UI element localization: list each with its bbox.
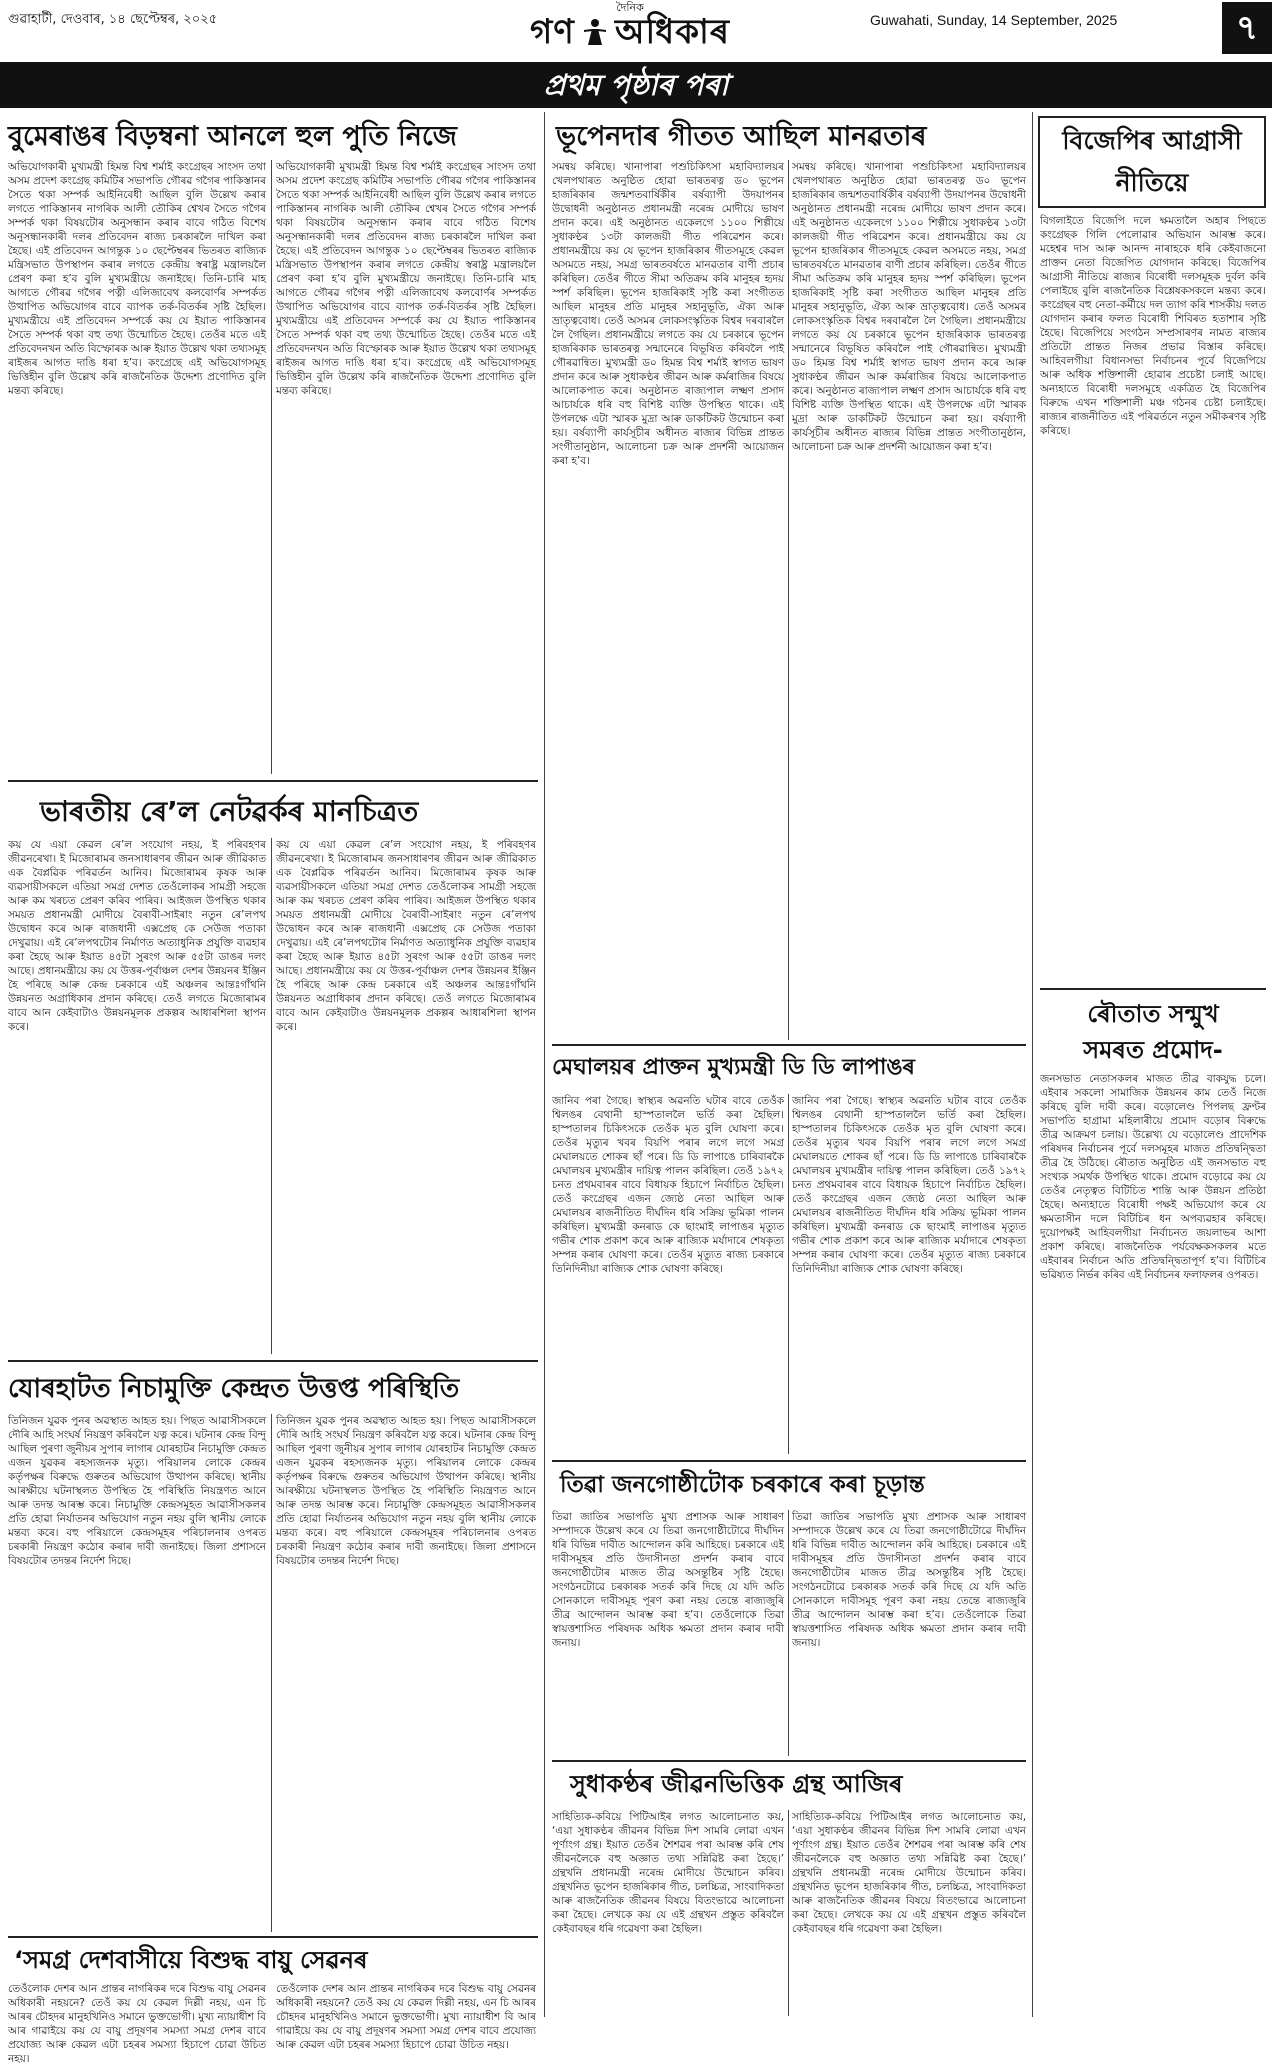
article-bjp-aggressive: বিগলাইতে বিজেপি দলে ক্ষমতালৈ অহাৰ পিছতে কংগ্ৰেছক গিলি পেলোৱাৰ অভিযান আৰম্ভ কৰে। মহেশ্বৰ দাস আৰু আনন্দ নাৰাহকে ধৰি কেইবাজনো প্ৰাক্তন নেতা বিজেপিত যোগদান কৰিছে। বিজেপিৰ আগ্ৰাসী নীতিয়ে ৰাজ্যৰ বিৰোধী দলসমূহক দুৰ্বল কৰি পেলাইছে বুলি ৰাজনৈতিক বিশ্লেষকসকলে মন্তব্য কৰে। কংগ্ৰেছৰ বহু নেতা-কৰ্মীয়ে দল ত্যাগ কৰি শাসকীয় দলত যোগদান কৰাৰ ফলত বিৰোধী শিবিৰত হতাশাৰ সৃষ্টি হৈছে। বিজেপিয়ে সংগঠন সম্প্ৰসাৰণৰ নামত ৰাজ্যৰ প্ৰতিটো প্ৰান্তত নিজৰ প্ৰভাৱ বিস্তাৰ কৰিছে। আহিবলগীয়া বিধানসভা নিৰ্বাচনৰ পূৰ্বে বিজেপিয়ে আৰু অধিক শক্তিশালী হোৱাৰ প্ৰচেষ্টা চলাই আছে। অন্যহাতে বিৰোধী দলসমূহে একত্ৰিত হৈ বিজেপিৰ বিৰুদ্ধে এখন শক্তিশালী মঞ্চ গঠনৰ চেষ্টা চলাইছে। ৰাজ্যৰ ৰাজনীতিত এই পৰিৱৰ্তনে নতুন সমীকৰণৰ সৃষ্টি কৰিছে। bbox=[1040, 215, 1266, 437]
article-separator bbox=[1040, 988, 1266, 990]
article-lapang-col2: জানিব পৰা গৈছে। স্বাস্থ্যৰ অৱনতি ঘটাৰ বাবে তেওঁক শ্বিলঙৰ বেথানী হাস্পতাললৈ ভৰ্তি কৰা হৈছিল। হাস্পতালৰ চিকিৎসকে তেওঁক মৃত বুলি ঘোষণা কৰে। তেওঁৰ মৃত্যুৰ খবৰ বিয়পি পৰাৰ লগে লগে সমগ্ৰ মেঘালয়তে শোকৰ ছাঁ পৰে। ডি ডি লাপাঙে চাৰিবাৰকৈ মেঘালয়ৰ মুখ্যমন্ত্ৰীৰ দায়িত্ব পালন কৰিছিল। তেওঁ ১৯৭২ চনত প্ৰথমবাৰৰ বাবে বিধায়ক হিচাপে নিৰ্বাচিত হৈছিল। তেওঁ কংগ্ৰেছৰ এজন জ্যেষ্ঠ নেতা আছিল আৰু মেঘালয়ৰ ৰাজনীতিত দীৰ্ঘদিন ধৰি সক্ৰিয় ভূমিকা পালন কৰিছিল। মুখ্যমন্ত্ৰী কনৰাড কে ছাংমাই লাপাঙৰ মৃত্যুত গভীৰ শোক প্ৰকাশ কৰে আৰু ৰাজ্যিক মৰ্যাদাৰে শেষকৃত্য সম্পন্ন কৰাৰ ঘোষণা কৰে। তেওঁৰ মৃত্যুত ৰাজ্য চৰকাৰে তিনিদিনীয়া ৰাজ্যিক শোক ঘোষণা কৰিছে। bbox=[792, 1095, 1026, 1275]
section-divider bbox=[544, 112, 545, 2017]
article-bhupen-songs-col2: সমন্বয় কৰিছে। খানাপাৰা পশুচিকিৎসা মহাবিদ্যালয়ৰ খেলপথাৰত অনুষ্ঠিত হোৱা ভাৰতৰত্ন ড০ ভূপেন হাজৰিকাৰ জন্মশতবাৰ্ষিকীৰ বৰ্ষব্যাপী উদযাপনৰ উদ্বোধনী অনুষ্ঠানত প্ৰধানমন্ত্ৰী নৰেন্দ্ৰ মোদীয়ে ভাষণ প্ৰদান কৰে। এই অনুষ্ঠানত একেলগে ১১০০ শিল্পীয়ে সুধাকণ্ঠৰ ১৩টা কালজয়ী গীত পৰিৱেশন কৰে। প্ৰধানমন্ত্ৰীয়ে কয় যে ভূপেন হাজৰিকাৰ গীতসমূহে কেৱল অসমতে নহয়, সমগ্ৰ ভাৰতবৰ্ষতে মানৱতাৰ বাণী প্ৰচাৰ কৰিছিল। তেওঁৰ গীতে সীমা অতিক্ৰম কৰি মানুহৰ হৃদয় স্পৰ্শ কৰিছিল। ভূপেন হাজৰিকাই সৃষ্টি কৰা সংগীতত আছিল মানুহৰ প্ৰতি মানুহৰ সহানুভূতি, ঐক্য আৰু ভ্ৰাতৃত্ববোধ। তেওঁ অসমৰ লোকসংস্কৃতিক বিশ্বৰ দৰবাৰলৈ লৈ গৈছিল। প্ৰধানমন্ত্ৰীয়ে লগতে কয় যে চৰকাৰে ভূপেন হাজৰিকাক ভাৰতৰত্ন সন্মানেৰে বিভূষিত কৰিবলৈ পাই গৌৰৱান্বিত। মুখ্যমন্ত্ৰী ড০ হিমন্ত বিশ্ব শৰ্মাই স্বাগত ভাষণ প্ৰদান কৰে আৰু সুধাকণ্ঠৰ জীৱন আৰু কৰ্মৰাজিৰ বিষয়ে আলোকপাত কৰে। অনুষ্ঠানত ৰাজ্যপাল লক্ষ্মণ প্ৰসাদ আচাৰ্যকে ধৰি বহু বিশিষ্ট ব্যক্তি উপস্থিত থাকে। এই উপলক্ষে এটা স্মাৰক মুদ্ৰা আৰু ডাকটিকট উন্মোচন কৰা হয়। বৰ্ষব্যাপী কাৰ্যসূচীৰ অধীনত ৰাজ্যৰ বিভিন্ন প্ৰান্তত সংগীতানুষ্ঠান, আলোচনা চক্ৰ আৰু প্ৰদৰ্শনী আয়োজন কৰা হ’ব। bbox=[792, 161, 1026, 453]
article-boomerang-col1: অভিযোগকাৰী মুখ্যমন্ত্ৰী হিমন্ত বিশ্ব শৰ্মাই কংগ্ৰেছৰ সাংসদ তথা অসম প্ৰদেশ কংগ্ৰেছ কমিটিৰ সভাপতি গৌৰৱ গগৈৰ পাকিস্তানৰ সৈতে থকা সম্পৰ্ক আইনিবেধী আছিল বুলি উল্লেখ কৰাৰ লগতে পাকিস্তানৰ নাগৰিক আলী তৌকিৰ শ্বেখৰ সৈতে গগৈৰ সম্পৰ্ক থকা বিষয়টোৰ অনুসন্ধান কৰাৰ বাবে গঠিত বিশেষ অনুসন্ধানকাৰী দলৰ প্ৰতিবেদন ৰাজ্য চৰকাৰলৈ দাখিল কৰা হৈছে। এই প্ৰতিবেদন আগন্তুক ১০ ছেপ্টেম্বৰৰ ভিতৰত ৰাজ্যিক মন্ত্ৰিসভাত উপস্থাপন কৰাৰ লগতে কেন্দ্ৰীয় স্বৰাষ্ট্ৰ মন্ত্ৰালয়লৈ প্ৰেৰণ কৰা হ’ব বুলি মুখ্যমন্ত্ৰীয়ে জনাইছে। তিনি-চাৰি মাহ আগতে গৌৰৱ গগৈৰ পত্নী এলিজাবেথ কলবোৰ্ণৰ সম্পৰ্কত উত্থাপিত অভিযোগৰ বাবে ব্যাপক তৰ্ক-বিতৰ্কৰ সৃষ্টি হৈছিল। মুখ্যমন্ত্ৰীয়ে এই প্ৰতিবেদন সম্পৰ্কে কয় যে ইয়াত পাকিস্তানৰ সৈতে সম্পৰ্ক থকা বহু তথ্য উন্মোচিত হৈছে। তেওঁৰ মতে এই প্ৰতিবেদনখন অতি বিস্ফোৰক আৰু ইয়াত উল্লেখ থকা তথ্যসমূহ ৰাইজৰ আগত দাঙি ধৰা হ’ব। কংগ্ৰেছে এই অভিযোগসমূহ ভিত্তিহীন বুলি উল্লেখ কৰি ৰাজনৈতিক উদ্দেশ্য প্ৰণোদিত বুলি মন্তব্য কৰিছে। bbox=[8, 161, 266, 397]
headline-lapang[interactable]: মেঘালয়ৰ প্ৰাক্তন মুখ্যমন্ত্ৰী ডি ডি লাপাঙৰ bbox=[552, 1055, 915, 1080]
column-divider bbox=[271, 1414, 272, 1932]
article-lapang-col1: জানিব পৰা গৈছে। স্বাস্থ্যৰ অৱনতি ঘটাৰ বাবে তেওঁক শ্বিলঙৰ বেথানী হাস্পতাললৈ ভৰ্তি কৰা হৈছিল। হাস্পতালৰ চিকিৎসকে তেওঁক মৃত বুলি ঘোষণা কৰে। তেওঁৰ মৃত্যুৰ খবৰ বিয়পি পৰাৰ লগে লগে সমগ্ৰ মেঘালয়তে শোকৰ ছাঁ পৰে। ডি ডি লাপাঙে চাৰিবাৰকৈ মেঘালয়ৰ মুখ্যমন্ত্ৰীৰ দায়িত্ব পালন কৰিছিল। তেওঁ ১৯৭২ চনত প্ৰথমবাৰৰ বাবে বিধায়ক হিচাপে নিৰ্বাচিত হৈছিল। তেওঁ কংগ্ৰেছৰ এজন জ্যেষ্ঠ নেতা আছিল আৰু মেঘালয়ৰ ৰাজনীতিত দীৰ্ঘদিন ধৰি সক্ৰিয় ভূমিকা পালন কৰিছিল। মুখ্যমন্ত্ৰী কনৰাড কে ছাংমাই লাপাঙৰ মৃত্যুত গভীৰ শোক প্ৰকাশ কৰে আৰু ৰাজ্যিক মৰ্যাদাৰে শেষকৃত্য সম্পন্ন কৰাৰ ঘোষণা কৰে। তেওঁৰ মৃত্যুত ৰাজ্য চৰকাৰে তিনিদিনীয়া ৰাজ্যিক শোক ঘোষণা কৰিছে। bbox=[552, 1095, 784, 1275]
article-separator bbox=[8, 1936, 538, 1938]
article-tiwa-col1: তিৱা জাতিৰ সভাপতি মুখ্য প্ৰশাসক আৰু সাধাৰণ সম্পাদকে উল্লেখ কৰে যে তিৱা জনগোষ্ঠীটোৱে দীৰ্ঘদিন ধৰি বিভিন্ন দাবীত আন্দোলন কৰি আহিছে। চৰকাৰে এই দাবীসমূহৰ প্ৰতি উদাসীনতা প্ৰদৰ্শন কৰাৰ বাবে জনগোষ্ঠীটোৰ মাজত তীব্ৰ অসন্তুষ্টিৰ সৃষ্টি হৈছে। সংগঠনটোৱে চৰকাৰক সতৰ্ক কৰি দিছে যে যদি অতি সোনকালে দাবীসমূহ পূৰণ কৰা নহয় তেন্তে ৰাজ্যজুৰি তীব্ৰ আন্দোলন আৰম্ভ কৰা হ’ব। তেওঁলোকে তিৱা স্বায়ত্তশাসিত পৰিষদক অধিক ক্ষমতা প্ৰদান কৰাৰ দাবী জনায়। bbox=[552, 1511, 784, 1649]
headline-rail-network[interactable]: ভাৰতীয় ৰে’ল নেটৱৰ্কৰ মানচিত্ৰত bbox=[40, 795, 419, 828]
article-sudhakantha-book-col2: সাহিত্যিক-কবিয়ে পিটিআইৰ লগত আলোচনাত কয়, ‘এয়া সুধাকণ্ঠৰ জীৱনৰ বিভিন্ন দিশ সামৰি লোৱা এখন পূৰ্ণাংগ গ্ৰন্থ। ইয়াত তেওঁৰ শৈশৱৰ পৰা আৰম্ভ কৰি শেষ জীৱনলৈকে বহু অজ্ঞাত তথ্য সন্নিৱিষ্ট কৰা হৈছে।’ গ্ৰন্থখনি প্ৰধানমন্ত্ৰী নৰেন্দ্ৰ মোদীয়ে উন্মোচন কৰিব। গ্ৰন্থখনিত ভূপেন হাজৰিকাৰ গীত, চলচ্চিত্ৰ, সাংবাদিকতা আৰু ৰাজনৈতিক জীৱনৰ বিষয়ে বিতংভাৱে আলোচনা কৰা হৈছে। লেখকে কয় যে এই গ্ৰন্থখন প্ৰস্তুত কৰিবলৈ কেইবাবছৰ ধৰি গৱেষণা কৰা হৈছিল। bbox=[792, 1811, 1026, 1935]
article-bhupen-songs-col1: সমন্বয় কৰিছে। খানাপাৰা পশুচিকিৎসা মহাবিদ্যালয়ৰ খেলপথাৰত অনুষ্ঠিত হোৱা ভাৰতৰত্ন ড০ ভূপেন হাজৰিকাৰ জন্মশতবাৰ্ষিকীৰ বৰ্ষব্যাপী উদযাপনৰ উদ্বোধনী অনুষ্ঠানত প্ৰধানমন্ত্ৰী নৰেন্দ্ৰ মোদীয়ে ভাষণ প্ৰদান কৰে। এই অনুষ্ঠানত একেলগে ১১০০ শিল্পীয়ে সুধাকণ্ঠৰ ১৩টা কালজয়ী গীত পৰিৱেশন কৰে। প্ৰধানমন্ত্ৰীয়ে কয় যে ভূপেন হাজৰিকাৰ গীতসমূহে কেৱল অসমতে নহয়, সমগ্ৰ ভাৰতবৰ্ষতে মানৱতাৰ বাণী প্ৰচাৰ কৰিছিল। তেওঁৰ গীতে সীমা অতিক্ৰম কৰি মানুহৰ হৃদয় স্পৰ্শ কৰিছিল। ভূপেন হাজৰিকাই সৃষ্টি কৰা সংগীতত আছিল মানুহৰ প্ৰতি মানুহৰ সহানুভূতি, ঐক্য আৰু ভ্ৰাতৃত্ববোধ। তেওঁ অসমৰ লোকসংস্কৃতিক বিশ্বৰ দৰবাৰলৈ লৈ গৈছিল। প্ৰধানমন্ত্ৰীয়ে লগতে কয় যে চৰকাৰে ভূপেন হাজৰিকাক ভাৰতৰত্ন সন্মানেৰে বিভূষিত কৰিবলৈ পাই গৌৰৱান্বিত। মুখ্যমন্ত্ৰী ড০ হিমন্ত বিশ্ব শৰ্মাই স্বাগত ভাষণ প্ৰদান কৰে আৰু সুধাকণ্ঠৰ জীৱন আৰু কৰ্মৰাজিৰ বিষয়ে আলোকপাত কৰে। অনুষ্ঠানত ৰাজ্যপাল লক্ষ্মণ প্ৰসাদ আচাৰ্যকে ধৰি বহু বিশিষ্ট ব্যক্তি উপস্থিত থাকে। এই উপলক্ষে এটা স্মাৰক মুদ্ৰা আৰু ডাকটিকট উন্মোচন কৰা হয়। বৰ্ষব্যাপী কাৰ্যসূচীৰ অধীনত ৰাজ্যৰ বিভিন্ন প্ৰান্তত সংগীতানুষ্ঠান, আলোচনা চক্ৰ আৰু প্ৰদৰ্শনী আয়োজন কৰা হ’ব। bbox=[552, 161, 784, 467]
article-separator bbox=[8, 1360, 538, 1362]
logo-emblem-icon bbox=[582, 17, 608, 47]
article-separator bbox=[8, 780, 538, 782]
article-jorhat-rehab-col2: তিনিজন যুৱক পুনৰ অৱস্থাত আহত হয়। পিছত আৱাসীসকলে দৌৰি আহি সংঘৰ্ষ নিয়ন্ত্ৰণ কৰিবলৈ যত্ন কৰে। ঘটনাৰ কেন্দ্ৰ বিন্দু আছিল পুৰণা জুনীয়ৰ সুপাৰ লাগাৰ যোৰহাটৰ নিচামুক্তি কেন্দ্ৰত এজন যুৱকৰ ৰহস্যজনক মৃত্যু। পৰিয়ালৰ লোকে কেন্দ্ৰৰ কৰ্তৃপক্ষৰ বিৰুদ্ধে গুৰুতৰ অভিযোগ উত্থাপন কৰিছে। স্থানীয় আৰক্ষীয়ে ঘটনাস্থলত উপস্থিত হৈ পৰিস্থিতি নিয়ন্ত্ৰণত আনে আৰু তদন্ত আৰম্ভ কৰে। নিচামুক্তি কেন্দ্ৰসমূহত আৱাসীসকলৰ প্ৰতি হোৱা নিৰ্যাতনৰ অভিযোগ নতুন নহয় বুলি স্থানীয় লোকে মন্তব্য কৰে। বহু পৰিয়ালে কেন্দ্ৰসমূহৰ পৰিচালনাৰ ওপৰত চৰকাৰী নিয়ন্ত্ৰণ কঠোৰ কৰাৰ দাবী জনাইছে। জিলা প্ৰশাসনে বিষয়টোৰ তদন্তৰ নিৰ্দেশ দিছে। bbox=[276, 1415, 536, 1567]
headline-tiwa[interactable]: তিৱা জনগোষ্ঠীটোক চৰকাৰে কৰা চূড়ান্ত bbox=[560, 1472, 925, 1498]
article-rail-network-col2: কয় যে এয়া কেৱল ৰে’ল সংযোগ নহয়, ই পৰিবহণৰ জীৱনৰেখা। ই মিজোৰামৰ জনসাধাৰণৰ জীৱন আৰু জীৱিকাত এক বৈপ্লৱিক পৰিৱৰ্তন আনিব। মিজোৰামৰ কৃষক আৰু ব্যৱসায়ীসকলে এতিয়া সমগ্ৰ দেশত তেওঁলোকৰ সামগ্ৰী সহজে আৰু কম খৰচত প্ৰেৰণ কৰিব পাৰিব। আইজল উপস্থিত থকাৰ সময়ত প্ৰধানমন্ত্ৰী মোদীয়ে বৈৰাবী-সাইৰাং নতুন ৰে’লপথ উদ্বোধন কৰে আৰু ৰাজধানী এক্সপ্ৰেছ কে সেউজ পতাকা দেখুৱায়। এই ৰে’লপথটোৰ নিৰ্মাণত অত্যাধুনিক প্ৰযুক্তি ব্যৱহাৰ কৰা হৈছে আৰু ইয়াত ৪৫টা সুৰংগ আৰু ৫৫টা ডাঙৰ দলং আছে। প্ৰধানমন্ত্ৰীয়ে কয় যে উত্তৰ-পূৰ্বাঞ্চল দেশৰ উন্নয়নৰ ইঞ্জিন হৈ পৰিছে আৰু কেন্দ্ৰ চৰকাৰে এই অঞ্চলৰ আন্তঃগাঁথনি উন্নয়নত অগ্ৰাধিকাৰ প্ৰদান কৰিছে। তেওঁ লগতে মিজোৰামৰ বাবে আন কেইবাটাও উন্নয়নমূলক প্ৰকল্পৰ আধাৰশিলা স্থাপন কৰে। bbox=[276, 839, 536, 1033]
masthead-dateline-assamese: গুৱাহাটী, দেওবাৰ, ১৪ ছেপ্টেম্বৰ, ২০২৫ bbox=[8, 12, 218, 27]
headline-box-bjp bbox=[1038, 116, 1266, 208]
headline-rowta-line2[interactable]: সমৰত প্ৰমোদ- bbox=[1083, 1036, 1223, 1064]
column-divider bbox=[271, 160, 272, 774]
headline-bhupen-songs[interactable]: ভূপেনদাৰ গীতত আছিল মানৱতাৰ bbox=[556, 121, 927, 152]
masthead bbox=[0, 0, 1272, 58]
headline-bjp-aggressive[interactable]: বিজেপিৰ আগ্ৰাসী নীতিয়ে bbox=[1062, 126, 1242, 197]
masthead-dateline-english: Guwahati, Sunday, 14 September, 2025 bbox=[870, 12, 1118, 28]
column-divider bbox=[788, 160, 789, 1040]
column-divider bbox=[271, 838, 272, 1354]
article-boomerang-col2: অভিযোগকাৰী মুখ্যমন্ত্ৰী হিমন্ত বিশ্ব শৰ্মাই কংগ্ৰেছৰ সাংসদ তথা অসম প্ৰদেশ কংগ্ৰেছ কমিটিৰ সভাপতি গৌৰৱ গগৈৰ পাকিস্তানৰ সৈতে থকা সম্পৰ্ক আইনিবেধী আছিল বুলি উল্লেখ কৰাৰ লগতে পাকিস্তানৰ নাগৰিক আলী তৌকিৰ শ্বেখৰ সৈতে গগৈৰ সম্পৰ্ক থকা বিষয়টোৰ অনুসন্ধান কৰাৰ বাবে গঠিত বিশেষ অনুসন্ধানকাৰী দলৰ প্ৰতিবেদন ৰাজ্য চৰকাৰলৈ দাখিল কৰা হৈছে। এই প্ৰতিবেদন আগন্তুক ১০ ছেপ্টেম্বৰৰ ভিতৰত ৰাজ্যিক মন্ত্ৰিসভাত উপস্থাপন কৰাৰ লগতে কেন্দ্ৰীয় স্বৰাষ্ট্ৰ মন্ত্ৰালয়লৈ প্ৰেৰণ কৰা হ’ব বুলি মুখ্যমন্ত্ৰীয়ে জনাইছে। তিনি-চাৰি মাহ আগতে গৌৰৱ গগৈৰ পত্নী এলিজাবেথ কলবোৰ্ণৰ সম্পৰ্কত উত্থাপিত অভিযোগৰ বাবে ব্যাপক তৰ্ক-বিতৰ্কৰ সৃষ্টি হৈছিল। মুখ্যমন্ত্ৰীয়ে এই প্ৰতিবেদন সম্পৰ্কে কয় যে ইয়াত পাকিস্তানৰ সৈতে সম্পৰ্ক থকা বহু তথ্য উন্মোচিত হৈছে। তেওঁৰ মতে এই প্ৰতিবেদনখন অতি বিস্ফোৰক আৰু ইয়াত উল্লেখ থকা তথ্যসমূহ ৰাইজৰ আগত দাঙি ধৰা হ’ব। কংগ্ৰেছে এই অভিযোগসমূহ ভিত্তিহীন বুলি উল্লেখ কৰি ৰাজনৈতিক উদ্দেশ্য প্ৰণোদিত বুলি মন্তব্য কৰিছে। bbox=[276, 161, 536, 397]
article-jorhat-rehab-col1: তিনিজন যুৱক পুনৰ অৱস্থাত আহত হয়। পিছত আৱাসীসকলে দৌৰি আহি সংঘৰ্ষ নিয়ন্ত্ৰণ কৰিবলৈ যত্ন কৰে। ঘটনাৰ কেন্দ্ৰ বিন্দু আছিল পুৰণা জুনীয়ৰ সুপাৰ লাগাৰ যোৰহাটৰ নিচামুক্তি কেন্দ্ৰত এজন যুৱকৰ ৰহস্যজনক মৃত্যু। পৰিয়ালৰ লোকে কেন্দ্ৰৰ কৰ্তৃপক্ষৰ বিৰুদ্ধে গুৰুতৰ অভিযোগ উত্থাপন কৰিছে। স্থানীয় আৰক্ষীয়ে ঘটনাস্থলত উপস্থিত হৈ পৰিস্থিতি নিয়ন্ত্ৰণত আনে আৰু তদন্ত আৰম্ভ কৰে। নিচামুক্তি কেন্দ্ৰসমূহত আৱাসীসকলৰ প্ৰতি হোৱা নিৰ্যাতনৰ অভিযোগ নতুন নহয় বুলি স্থানীয় লোকে মন্তব্য কৰে। বহু পৰিয়ালে কেন্দ্ৰসমূহৰ পৰিচালনাৰ ওপৰত চৰকাৰী নিয়ন্ত্ৰণ কঠোৰ কৰাৰ দাবী জনাইছে। জিলা প্ৰশাসনে বিষয়টোৰ তদন্তৰ নিৰ্দেশ দিছে। bbox=[8, 1415, 266, 1567]
column-divider bbox=[788, 1094, 789, 1454]
newspaper-logo bbox=[450, 2, 810, 50]
headline-jorhat-rehab[interactable]: যোৰহাটত নিচামুক্তি কেন্দ্ৰত উত্তপ্ত পৰিস্থিতি bbox=[8, 1374, 460, 1404]
article-rowta: জনসভাত নেতাসকলৰ মাজত তীব্ৰ বাকযুদ্ধ চলে। এইবাৰ সকলো সামাজিক উন্নয়নৰ কাম তেওঁ নিজে কৰিছে বুলি দাবী কৰে। বড়োলেণ্ড পিপলছ ফ্ৰণ্টৰ সভাপতি হাগ্ৰামা মহিলাৰীয়ে প্ৰমোদ বড়োৰ বিৰুদ্ধে তীব্ৰ আক্ৰমণ চলায়। উল্লেখ্য যে বড়োলেণ্ড প্ৰাদেশিক পৰিষদৰ নিৰ্বাচনৰ পূৰ্বে দলসমূহৰ মাজত প্ৰতিদ্বন্দ্বিতা তীব্ৰ হৈ উঠিছে। ৰৌতাত অনুষ্ঠিত এই জনসভাত বহু সংখ্যক সমৰ্থক উপস্থিত থাকে। প্ৰমোদ বড়োৱে কয় যে তেওঁৰ নেতৃত্বত বিটিচিত শান্তি আৰু উন্নয়ন প্ৰতিষ্ঠা হৈছে। অন্যহাতে বিৰোধী পক্ষই অভিযোগ কৰে যে ক্ষমতাসীন দলে বিটিচিৰ ধন অপব্যৱহাৰ কৰিছে। দুয়োপক্ষই আহিবলগীয়া নিৰ্বাচনত জয়লাভৰ আশা প্ৰকাশ কৰিছে। ৰাজনৈতিক পৰ্যবেক্ষকসকলৰ মতে এইবাৰৰ নিৰ্বাচন অতি প্ৰতিদ্বন্দ্বিতাপূৰ্ণ হ’ব। বিটিচিৰ ভৱিষ্যত নিৰ্ভৰ কৰিব এই নিৰ্বাচনৰ ফলাফলৰ ওপৰত। bbox=[1040, 1073, 1266, 1281]
headline-sudhakantha-book[interactable]: সুধাকণ্ঠৰ জীৱনভিত্তিক গ্ৰন্থ আজিৰ bbox=[570, 1770, 903, 1798]
article-separator bbox=[552, 1760, 1026, 1762]
page-number: ৭ bbox=[1222, 2, 1272, 54]
section-banner: প্ৰথম পৃষ্ঠাৰ পৰা bbox=[0, 62, 1272, 108]
article-clean-air-col1: তেওঁলোক দেশৰ আন প্ৰান্তৰ নাগৰিকৰ দৰে বিশুদ্ধ বায়ু সেৱনৰ অধিকাৰী নহয়নে? তেওঁ কয় যে কেৱল দিল্লী নহয়, এন চি আৰৰ চৌহদৰ মানুহখিনিও সমানে ভুক্তভোগী। মুখ্য ন্যায়াধীশ বি আৰ গাৱাইয়ে কয় যে বায়ু প্ৰদূষণৰ সমস্যা সমগ্ৰ দেশৰ বাবে প্ৰযোজ্য আৰু কেৱল এটা চহৰৰ সমস্যা হিচাপে চোৱা উচিত নহয়। bbox=[8, 1983, 266, 2065]
article-separator bbox=[552, 1460, 1026, 1462]
headline-clean-air[interactable]: ‘সমগ্ৰ দেশবাসীয়ে বিশুদ্ধ বায়ু সেৱনৰ bbox=[14, 1946, 368, 1974]
logo-text-left: গণ bbox=[529, 12, 575, 52]
column-divider bbox=[788, 1810, 789, 2016]
article-tiwa-col2: তিৱা জাতিৰ সভাপতি মুখ্য প্ৰশাসক আৰু সাধাৰণ সম্পাদকে উল্লেখ কৰে যে তিৱা জনগোষ্ঠীটোৱে দীৰ্ঘদিন ধৰি বিভিন্ন দাবীত আন্দোলন কৰি আহিছে। চৰকাৰে এই দাবীসমূহৰ প্ৰতি উদাসীনতা প্ৰদৰ্শন কৰাৰ বাবে জনগোষ্ঠীটোৰ মাজত তীব্ৰ অসন্তুষ্টিৰ সৃষ্টি হৈছে। সংগঠনটোৱে চৰকাৰক সতৰ্ক কৰি দিছে যে যদি অতি সোনকালে দাবীসমূহ পূৰণ কৰা নহয় তেন্তে ৰাজ্যজুৰি তীব্ৰ আন্দোলন আৰম্ভ কৰা হ’ব। তেওঁলোকে তিৱা স্বায়ত্তশাসিত পৰিষদক অধিক ক্ষমতা প্ৰদান কৰাৰ দাবী জনায়। bbox=[792, 1511, 1026, 1649]
article-rail-network-col1: কয় যে এয়া কেৱল ৰে’ল সংযোগ নহয়, ই পৰিবহণৰ জীৱনৰেখা। ই মিজোৰামৰ জনসাধাৰণৰ জীৱন আৰু জীৱিকাত এক বৈপ্লৱিক পৰিৱৰ্তন আনিব। মিজোৰামৰ কৃষক আৰু ব্যৱসায়ীসকলে এতিয়া সমগ্ৰ দেশত তেওঁলোকৰ সামগ্ৰী সহজে আৰু কম খৰচত প্ৰেৰণ কৰিব পাৰিব। আইজল উপস্থিত থকাৰ সময়ত প্ৰধানমন্ত্ৰী মোদীয়ে বৈৰাবী-সাইৰাং নতুন ৰে’লপথ উদ্বোধন কৰে আৰু ৰাজধানী এক্সপ্ৰেছ কে সেউজ পতাকা দেখুৱায়। এই ৰে’লপথটোৰ নিৰ্মাণত অত্যাধুনিক প্ৰযুক্তি ব্যৱহাৰ কৰা হৈছে আৰু ইয়াত ৪৫টা সুৰংগ আৰু ৫৫টা ডাঙৰ দলং আছে। প্ৰধানমন্ত্ৰীয়ে কয় যে উত্তৰ-পূৰ্বাঞ্চল দেশৰ উন্নয়নৰ ইঞ্জিন হৈ পৰিছে আৰু কেন্দ্ৰ চৰকাৰে এই অঞ্চলৰ আন্তঃগাঁথনি উন্নয়নত অগ্ৰাধিকাৰ প্ৰদান কৰিছে। তেওঁ লগতে মিজোৰামৰ বাবে আন কেইবাটাও উন্নয়নমূলক প্ৰকল্পৰ আধাৰশিলা স্থাপন কৰে। bbox=[8, 839, 266, 1033]
section-divider bbox=[1032, 112, 1033, 2017]
logo-text-right: অধিকাৰ bbox=[615, 12, 731, 52]
headline-rowta-line1[interactable]: ৰৌতাত সন্মুখ bbox=[1087, 1000, 1219, 1028]
headline-boomerang[interactable]: বুমেৰাঙৰ বিড়ম্বনা আনলে হুল পুতি নিজে bbox=[8, 121, 457, 152]
article-separator bbox=[552, 1044, 1026, 1046]
column-divider bbox=[788, 1510, 789, 1756]
logo-tagline: দৈনিক bbox=[616, 1, 644, 14]
article-sudhakantha-book-col1: সাহিত্যিক-কবিয়ে পিটিআইৰ লগত আলোচনাত কয়, ‘এয়া সুধাকণ্ঠৰ জীৱনৰ বিভিন্ন দিশ সামৰি লোৱা এখন পূৰ্ণাংগ গ্ৰন্থ। ইয়াত তেওঁৰ শৈশৱৰ পৰা আৰম্ভ কৰি শেষ জীৱনলৈকে বহু অজ্ঞাত তথ্য সন্নিৱিষ্ট কৰা হৈছে।’ গ্ৰন্থখনি প্ৰধানমন্ত্ৰী নৰেন্দ্ৰ মোদীয়ে উন্মোচন কৰিব। গ্ৰন্থখনিত ভূপেন হাজৰিকাৰ গীত, চলচ্চিত্ৰ, সাংবাদিকতা আৰু ৰাজনৈতিক জীৱনৰ বিষয়ে বিতংভাৱে আলোচনা কৰা হৈছে। লেখকে কয় যে এই গ্ৰন্থখন প্ৰস্তুত কৰিবলৈ কেইবাবছৰ ধৰি গৱেষণা কৰা হৈছিল। bbox=[552, 1811, 784, 1935]
article-clean-air-col2: তেওঁলোক দেশৰ আন প্ৰান্তৰ নাগৰিকৰ দৰে বিশুদ্ধ বায়ু সেৱনৰ অধিকাৰী নহয়নে? তেওঁ কয় যে কেৱল দিল্লী নহয়, এন চি আৰৰ চৌহদৰ মানুহখিনিও সমানে ভুক্তভোগী। মুখ্য ন্যায়াধীশ বি আৰ গাৱাইয়ে কয় যে বায়ু প্ৰদূষণৰ সমস্যা সমগ্ৰ দেশৰ বাবে প্ৰযোজ্য আৰু কেৱল এটা চহৰৰ সমস্যা হিচাপে চোৱা উচিত নহয়। bbox=[276, 1983, 536, 2051]
